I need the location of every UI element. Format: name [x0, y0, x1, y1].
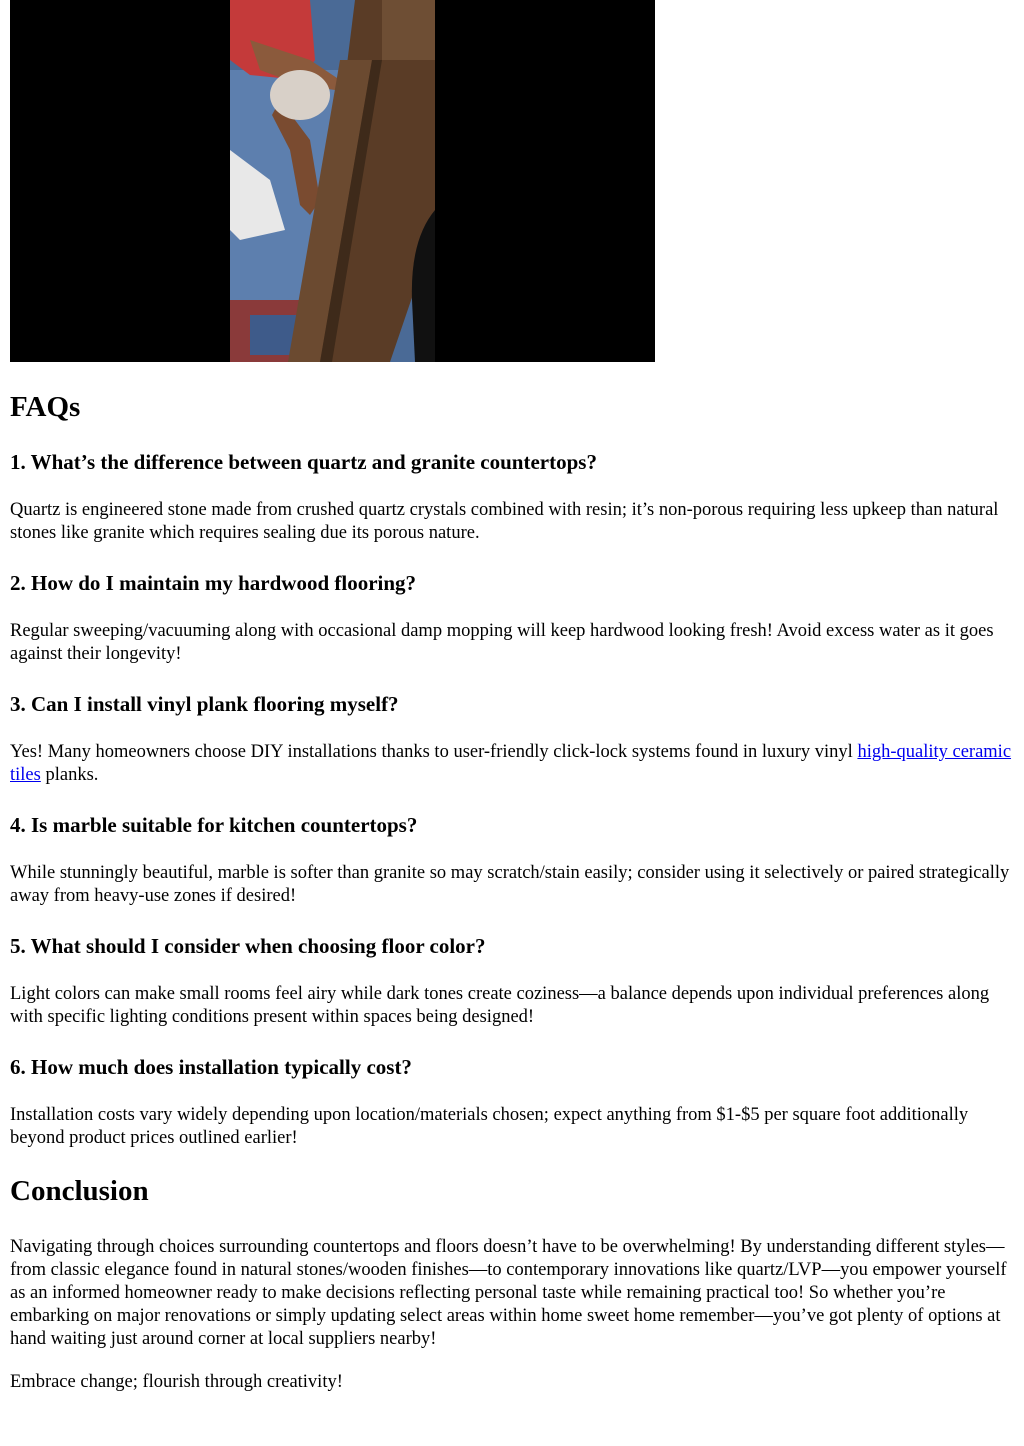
faq-question-5: 5. What should I consider when choosing floor color? — [10, 934, 486, 958]
faq-question-1: 1. What’s the difference between quartz and granite countertops? — [10, 450, 597, 474]
faq-answer-3-text-after: planks. — [40, 765, 99, 785]
faq-answer-1: Quartz is engineered stone made from crushed quartz crystals combined with resin; it’s non-porous requiring less upkeep than natural stones like granite which requires sealing due its porous nature. — [10, 500, 999, 543]
faq-answer-5: Light colors can make small rooms feel airy while dark tones create coziness—a balance depends upon individual preferences along with specific lighting conditions present within spaces being designed! — [10, 984, 990, 1027]
conclusion-paragraph: Navigating through choices surrounding countertops and floors doesn’t have to be overwhelming! By understanding different styles—from classic elegance found in natural stones/wooden finishes—to contemporary innovations like quartz/LVP—you empower yourself as an informed homeowner ready to make decisions reflecting personal taste while remaining practical too! So whether you’re embarking on major renovations or simply updating select areas within home sweet home remember—you’ve got plenty of options at hand waiting just around corner at local suppliers nearby! — [10, 1237, 1007, 1349]
flooring-install-photo — [10, 0, 655, 362]
faq-question-2: 2. How do I maintain my hardwood flooring? — [10, 571, 417, 595]
faq-answer-6: Installation costs vary widely depending upon location/materials chosen; expect anything from $1-$5 per square foot additionally beyond product prices outlined earlier! — [10, 1105, 969, 1148]
hero-photo-illustration — [10, 0, 655, 362]
closing-line: Embrace change; flourish through creativity! — [10, 1372, 343, 1392]
faqs-heading: FAQs — [10, 391, 81, 423]
faq-answer-2: Regular sweeping/vacuuming along with occasional damp mopping will keep hardwood looking fresh! Avoid excess water as it goes against their longevity! — [10, 621, 994, 664]
article-content — [10, 0, 1014, 1394]
faq-question-3: 3. Can I install vinyl plank flooring myself? — [10, 692, 399, 716]
conclusion-heading: Conclusion — [10, 1175, 149, 1207]
faq-answer-4: While stunningly beautiful, marble is softer than granite so may scratch/stain easily; consider using it selectively or paired strategically away from heavy-use zones if desired! — [10, 863, 1010, 906]
faq-question-4: 4. Is marble suitable for kitchen countertops? — [10, 813, 418, 837]
ceramic-tiles-link[interactable]: high-quality ceramic tiles — [10, 742, 1012, 785]
faq-answer-3-text-before: Yes! Many homeowners choose DIY installations thanks to user-friendly click-lock systems found in luxury vinyl — [10, 742, 858, 762]
faq-answer-3 — [10, 741, 1014, 787]
faq-question-6: 6. How much does installation typically cost? — [10, 1055, 412, 1079]
